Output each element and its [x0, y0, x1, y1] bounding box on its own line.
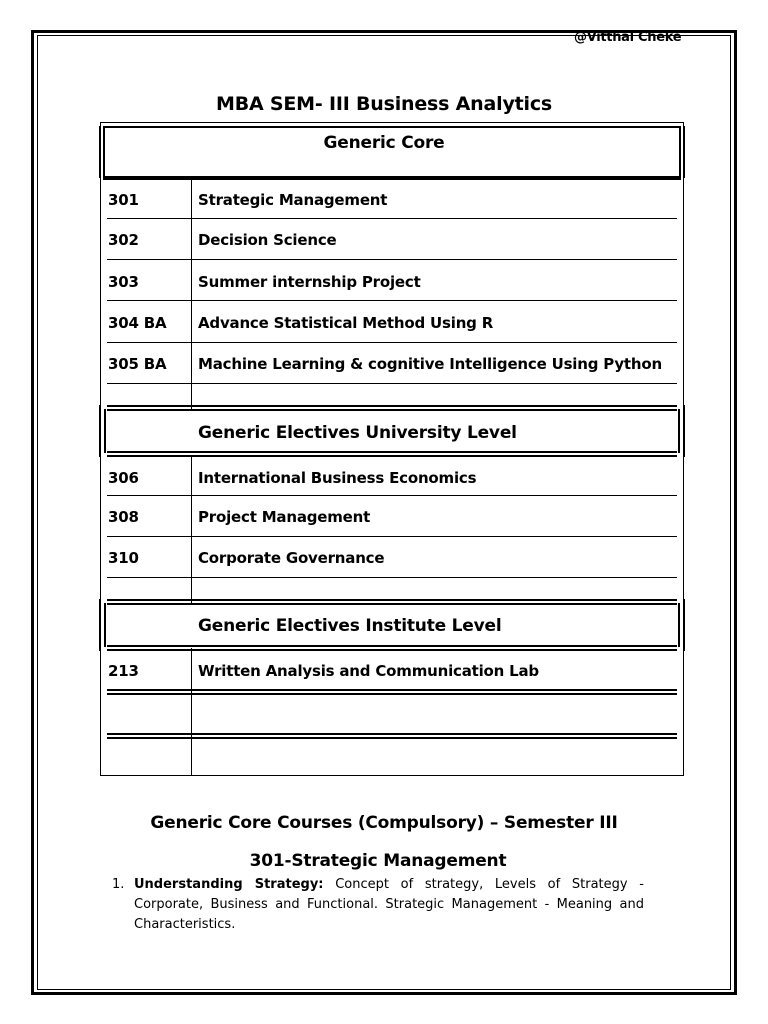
course-name: International Business Economics: [198, 469, 477, 487]
section-title: Generic Core: [323, 133, 445, 153]
row-divider: [107, 737, 677, 739]
column-divider: [191, 648, 192, 776]
section-border: [678, 409, 680, 453]
row-divider: [107, 300, 677, 301]
document-title: MBA SEM- III Business Analytics: [216, 93, 552, 115]
section-border: [99, 405, 101, 457]
course-code: 308: [108, 508, 139, 526]
course-code: 302: [108, 231, 139, 249]
courses-heading: Generic Core Courses (Compulsory) – Semester III: [150, 813, 618, 833]
list-item: [134, 875, 644, 935]
row-divider: [107, 536, 677, 537]
row-divider: [107, 451, 677, 453]
list-number: 1.: [112, 877, 125, 892]
course-code: 306: [108, 469, 139, 487]
row-divider: [107, 649, 677, 651]
course-code: 305 BA: [108, 355, 167, 373]
course-name: Written Analysis and Communication Lab: [198, 662, 539, 680]
course-name: Strategic Management: [198, 191, 388, 209]
row-divider: [107, 409, 677, 411]
row-divider: [107, 495, 677, 496]
author-label: @Vitthal Cheke: [574, 30, 682, 45]
row-divider: [107, 693, 677, 695]
row-divider: [107, 405, 677, 407]
row-divider: [103, 177, 681, 180]
course-code: 213: [108, 662, 139, 680]
course-name: Summer internship Project: [198, 273, 421, 291]
row-divider: [107, 455, 677, 457]
row-divider: [107, 733, 677, 735]
section-border: [99, 599, 101, 651]
row-divider: [107, 603, 677, 605]
course-title: 301-Strategic Management: [249, 851, 507, 871]
course-code: 304 BA: [108, 314, 167, 332]
section-border: [683, 599, 685, 651]
row-divider: [107, 383, 677, 384]
column-divider: [191, 179, 192, 409]
list-term: Understanding Strategy:: [134, 877, 324, 892]
course-name: Machine Learning & cognitive Intelligence Using Python: [198, 355, 662, 373]
course-name: Project Management: [198, 508, 371, 526]
row-divider: [107, 218, 677, 219]
list-description: Concept of strategy, Levels of Strategy - Corporate, Business and Functional. Strategic Management - Meaning and Characteristics.: [134, 877, 644, 932]
row-divider: [107, 599, 677, 601]
course-code: 310: [108, 549, 139, 567]
course-name: Advance Statistical Method Using R: [198, 314, 494, 332]
course-name: Corporate Governance: [198, 549, 385, 567]
section-title: Generic Electives University Level: [198, 423, 517, 443]
row-divider: [107, 645, 677, 647]
row-divider: [107, 342, 677, 343]
column-divider: [191, 455, 192, 603]
course-code: 301: [108, 191, 139, 209]
row-divider: [107, 689, 677, 691]
course-name: Decision Science: [198, 231, 337, 249]
section-border: [683, 405, 685, 457]
course-code: 303: [108, 273, 139, 291]
section-border: [104, 409, 106, 453]
section-border: [104, 603, 106, 647]
row-divider: [107, 577, 677, 578]
section-border: [678, 603, 680, 647]
section-title: Generic Electives Institute Level: [198, 616, 502, 636]
row-divider: [107, 259, 677, 260]
